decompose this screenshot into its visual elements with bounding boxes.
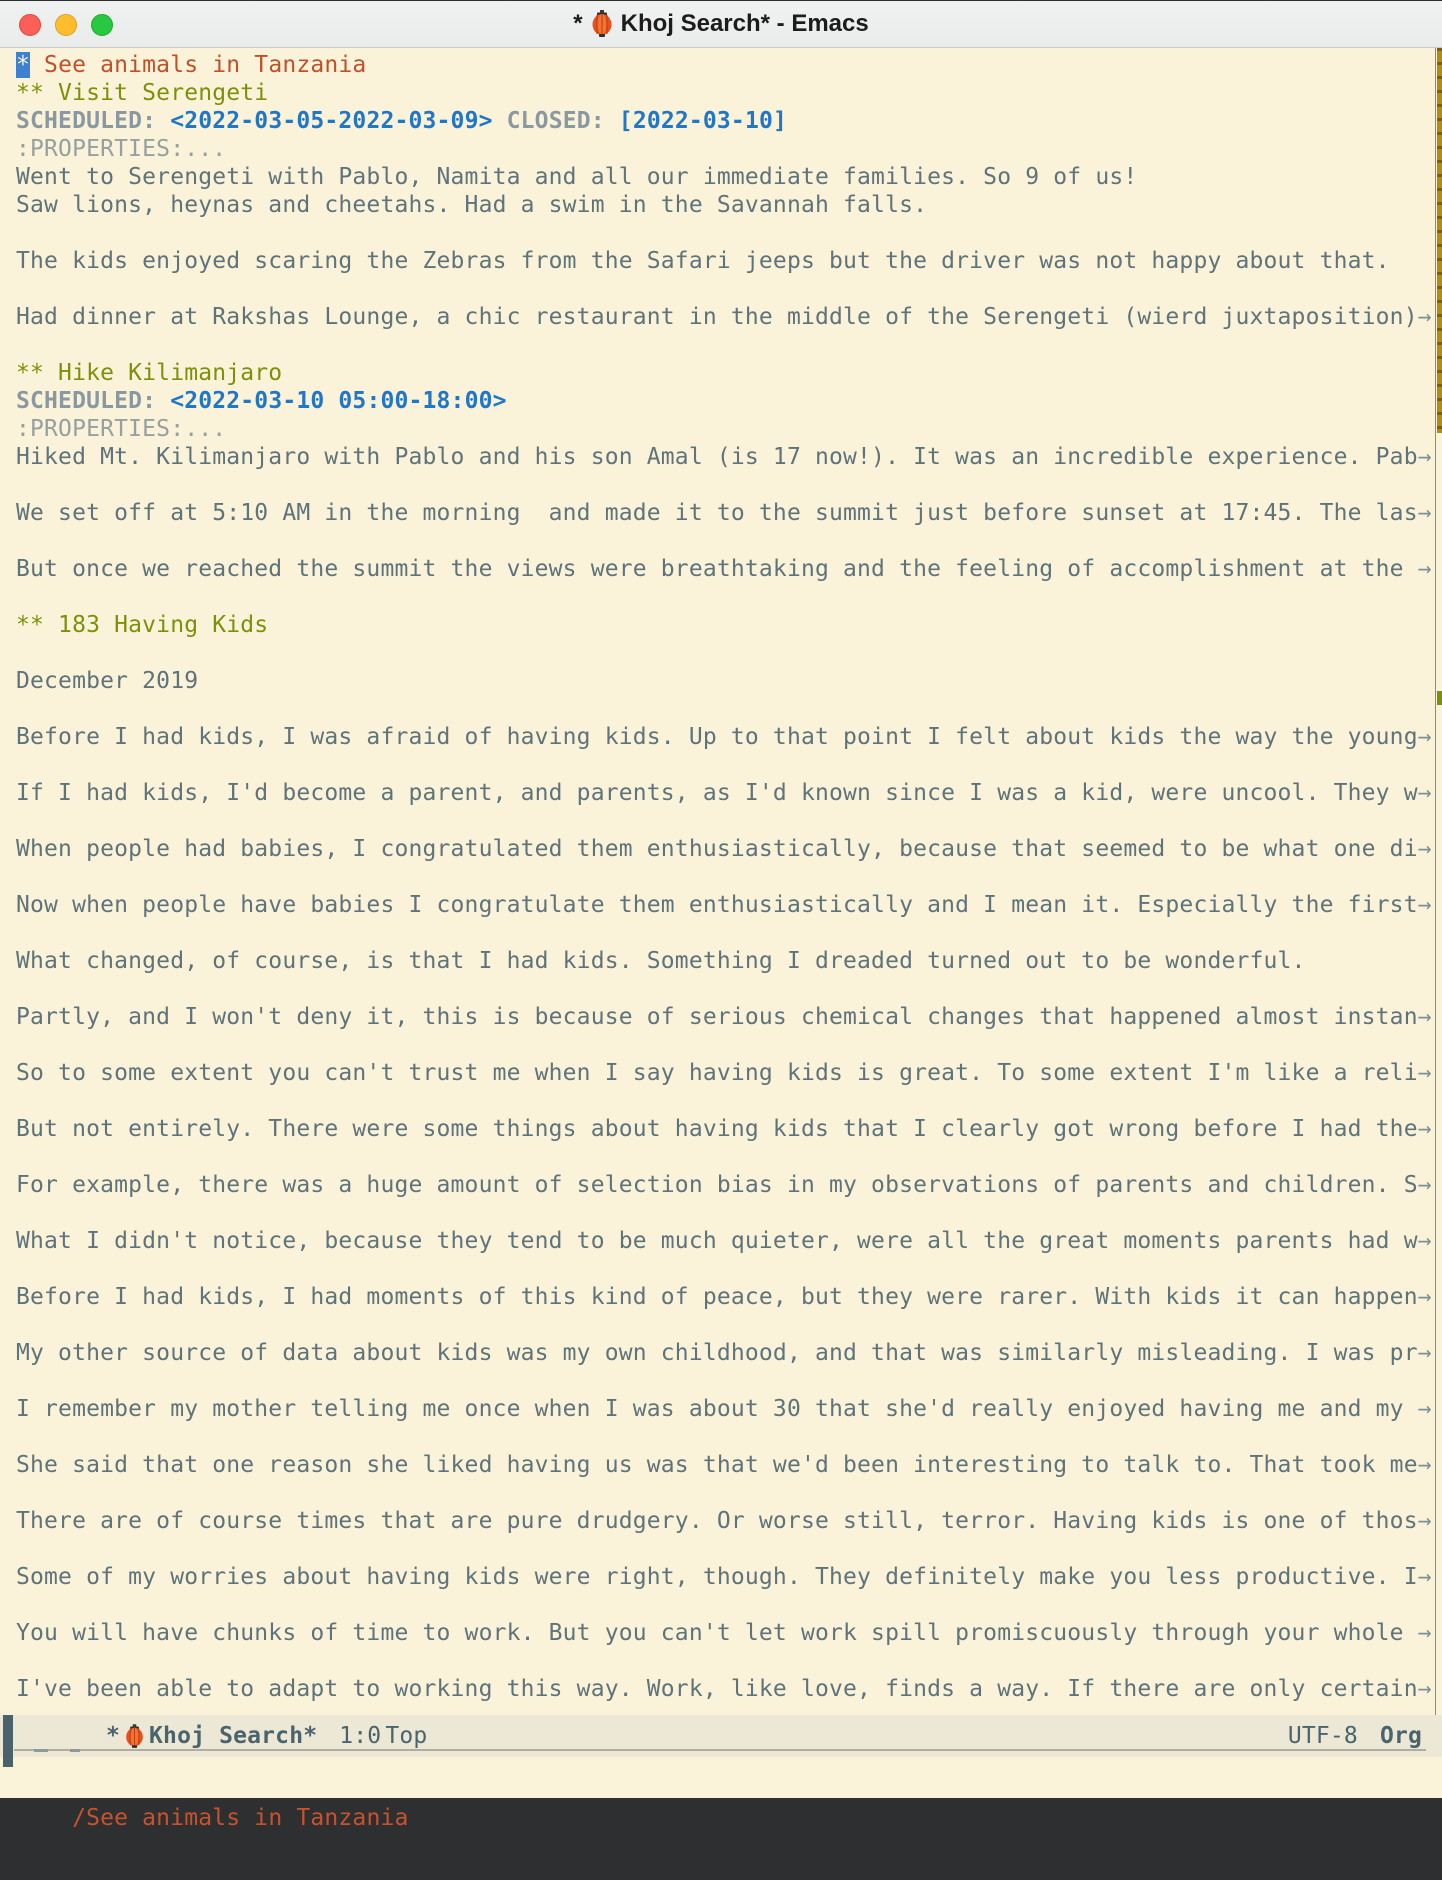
truncation-arrow-icon: → — [1417, 1116, 1432, 1142]
buffer-line[interactable]: Before I had kids, I had moments of this kind of peace, but they were rarer. With kids it can happen→ — [16, 1284, 1432, 1310]
truncation-arrow-icon: → — [1417, 892, 1432, 918]
buffer-line[interactable]: December 2019 — [16, 668, 199, 694]
buffer-line[interactable]: There are of course times that are pure drudgery. Or worse still, terror. Having kids is one of thos→ — [16, 1508, 1432, 1534]
truncation-arrow-icon: → — [1417, 1060, 1432, 1086]
buffer-line[interactable]: The kids enjoyed scaring the Zebras from the Safari jeeps but the driver was not happy about that. — [16, 248, 1390, 274]
buffer-line[interactable]: ** Visit Serengeti — [16, 80, 269, 106]
modeline-star: * — [106, 1723, 121, 1749]
buffer-line[interactable]: Partly, and I won't deny it, this is because of serious chemical changes that happened almost instan→ — [16, 1004, 1432, 1030]
truncation-arrow-icon: → — [1417, 1452, 1432, 1478]
modeline-cursor-position: 1:0 — [339, 1723, 382, 1749]
truncation-arrow-icon: → — [1417, 1676, 1432, 1702]
buffer-line[interactable]: My other source of data about kids was my own childhood, and that was similarly misleading. I was pr→ — [16, 1340, 1432, 1366]
buffer-line[interactable]: Some of my worries about having kids were right, though. They definitely make you less productive. I→ — [16, 1564, 1432, 1590]
search-highlight-region — [1437, 48, 1442, 433]
buffer-line[interactable] — [16, 1031, 1442, 1059]
truncation-arrow-icon: → — [1417, 780, 1432, 806]
buffer-line[interactable] — [16, 1479, 1442, 1507]
modeline-major-mode[interactable]: Org — [1379, 1723, 1422, 1749]
buffer-line[interactable] — [16, 219, 1442, 247]
minibuffer-query[interactable]: /See animals in Tanzania — [72, 1805, 409, 1831]
buffer-line[interactable]: What changed, of course, is that I had kids. Something I dreaded turned out to be wonderful. — [16, 948, 1306, 974]
buffer-line[interactable]: I remember my mother telling me once when I was about 30 that she'd really enjoyed having me and my → — [16, 1396, 1432, 1422]
buffer-line[interactable] — [16, 639, 1442, 667]
truncation-arrow-icon: → — [1417, 1508, 1432, 1534]
buffer-line[interactable]: I've been able to adapt to working this way. Work, like love, finds a way. If there are only certain→ — [16, 1676, 1432, 1702]
window-divider[interactable] — [1435, 48, 1442, 1715]
buffer-line[interactable]: Went to Serengeti with Pablo, Namita and all our immediate families. So 9 of us! — [16, 164, 1138, 190]
buffer-line[interactable]: * See animals in Tanzania — [16, 52, 367, 78]
minimize-button[interactable] — [55, 14, 77, 36]
truncation-arrow-icon: → — [1417, 1172, 1432, 1198]
buffer-line[interactable]: SCHEDULED: <2022-03-10 05:00-18:00> — [16, 388, 507, 414]
buffer-line[interactable] — [16, 527, 1442, 555]
buffer-line[interactable] — [16, 1311, 1442, 1339]
titlebar — [0, 1, 1442, 48]
buffer-line[interactable] — [16, 863, 1442, 891]
close-button[interactable] — [19, 14, 41, 36]
title-text: Khoj Search* - Emacs — [620, 10, 869, 37]
buffer-line[interactable] — [16, 1423, 1442, 1451]
buffer-line[interactable]: :PROPERTIES:... — [16, 416, 227, 442]
text-cursor: * — [16, 52, 31, 78]
buffer-line[interactable]: Saw lions, heynas and cheetahs. Had a swim in the Savannah falls. — [16, 192, 928, 218]
buffer-line[interactable] — [16, 1591, 1442, 1619]
buffer-line[interactable]: But once we reached the summit the views were breathtaking and the feeling of accomplishment at the → — [16, 556, 1432, 582]
buffer-line[interactable] — [16, 331, 1442, 359]
truncation-arrow-icon: → — [1417, 500, 1432, 526]
buffer-line[interactable] — [16, 919, 1442, 947]
modeline-encoding: UTF-8 — [1287, 1723, 1358, 1749]
modeline-dashes — [70, 1749, 80, 1752]
buffer-line[interactable] — [16, 1255, 1442, 1283]
buffer-line[interactable] — [16, 1535, 1442, 1563]
buffer-line[interactable] — [16, 583, 1442, 611]
truncation-arrow-icon: → — [1417, 1620, 1432, 1646]
buffer-line[interactable]: For example, there was a huge amount of selection bias in my observations of parents and children. S→ — [16, 1172, 1432, 1198]
buffer-line[interactable]: :PROPERTIES:... — [16, 136, 227, 162]
buffer-line[interactable]: What I didn't notice, because they tend to be much quieter, were all the great moments parents had w→ — [16, 1228, 1432, 1254]
truncation-arrow-icon: → — [1417, 1340, 1432, 1366]
buffer-line[interactable] — [16, 695, 1442, 723]
modeline — [0, 1715, 1442, 1757]
heading-marker — [1437, 691, 1442, 705]
truncation-arrow-icon: → — [1417, 836, 1432, 862]
truncation-arrow-icon: → — [1417, 556, 1432, 582]
buffer-line[interactable]: But not entirely. There were some things about having kids that I clearly got wrong before I had the→ — [16, 1116, 1432, 1142]
buffer-line[interactable]: So to some extent you can't trust me when I say having kids is great. To some extent I'm like a reli→ — [16, 1060, 1432, 1086]
truncation-arrow-icon: → — [1417, 1396, 1432, 1422]
buffer-line[interactable] — [16, 807, 1442, 835]
buffer-line[interactable]: ** Hike Kilimanjaro — [16, 360, 283, 386]
truncation-arrow-icon: → — [1417, 1284, 1432, 1310]
buffer-line[interactable]: SCHEDULED: <2022-03-05-2022-03-09> CLOSED: [2022-03-10] — [16, 108, 788, 134]
buffer-line[interactable]: Hiked Mt. Kilimanjaro with Pablo and his son Amal (is 17 now!). It was an incredible experience. Pab→ — [16, 444, 1432, 470]
truncation-arrow-icon: → — [1417, 1228, 1432, 1254]
modeline-buffer-name[interactable]: Khoj Search* — [149, 1723, 318, 1749]
truncation-arrow-icon: → — [1417, 1564, 1432, 1590]
minibuffer-input[interactable] — [0, 1757, 1442, 1831]
buffer-line[interactable]: Had dinner at Rakshas Lounge, a chic restaurant in the middle of the Serengeti (wierd juxtaposition)→ — [16, 304, 1432, 330]
buffer-line[interactable] — [16, 471, 1442, 499]
buffer-line[interactable]: If I had kids, I'd become a parent, and parents, as I'd known since I was a kid, were uncool. They w→ — [16, 780, 1432, 806]
truncation-arrow-icon: → — [1417, 1004, 1432, 1030]
buffer-text-area[interactable] — [0, 48, 1442, 1715]
window-title — [573, 10, 868, 38]
zoom-button[interactable] — [91, 14, 113, 36]
buffer-line[interactable] — [16, 1367, 1442, 1395]
buffer-line[interactable]: She said that one reason she liked having us was that we'd been interesting to talk to. That took me→ — [16, 1452, 1432, 1478]
buffer-line[interactable]: We set off at 5:10 AM in the morning and made it to the summit just before sunset at 17:45. The las→ — [16, 500, 1432, 526]
buffer-line[interactable] — [16, 751, 1442, 779]
buffer-line[interactable] — [16, 275, 1442, 303]
buffer-line[interactable]: Before I had kids, I was afraid of having kids. Up to that point I felt about kids the way the young→ — [16, 724, 1432, 750]
emacs-window — [0, 1, 1442, 1831]
buffer-line[interactable] — [16, 1143, 1442, 1171]
buffer-line[interactable]: ** 183 Having Kids — [16, 612, 269, 638]
modeline-scroll-indicator: Top — [385, 1723, 428, 1749]
buffer-line[interactable] — [16, 1647, 1442, 1675]
title-star: * — [573, 10, 583, 37]
truncation-arrow-icon: → — [1417, 444, 1432, 470]
buffer-line[interactable] — [16, 1199, 1442, 1227]
buffer-line[interactable] — [16, 975, 1442, 1003]
lantern-icon — [124, 1724, 145, 1749]
lantern-icon — [590, 10, 614, 38]
buffer-line[interactable] — [16, 1087, 1442, 1115]
buffer-line[interactable]: When people had babies, I congratulated them enthusiastically, because that seemed to be what one di→ — [16, 836, 1432, 862]
buffer-line[interactable]: You will have chunks of time to work. But you can't let work spill promiscuously through your whole → — [16, 1620, 1432, 1646]
truncation-arrow-icon: → — [1417, 724, 1432, 750]
truncation-arrow-icon: → — [1417, 304, 1432, 330]
modeline-dashes — [34, 1749, 48, 1752]
minibuffer-scrollbar[interactable] — [3, 1715, 13, 1767]
buffer-line[interactable]: Now when people have babies I congratulate them enthusiastically and I mean it. Especially the first→ — [16, 892, 1432, 918]
